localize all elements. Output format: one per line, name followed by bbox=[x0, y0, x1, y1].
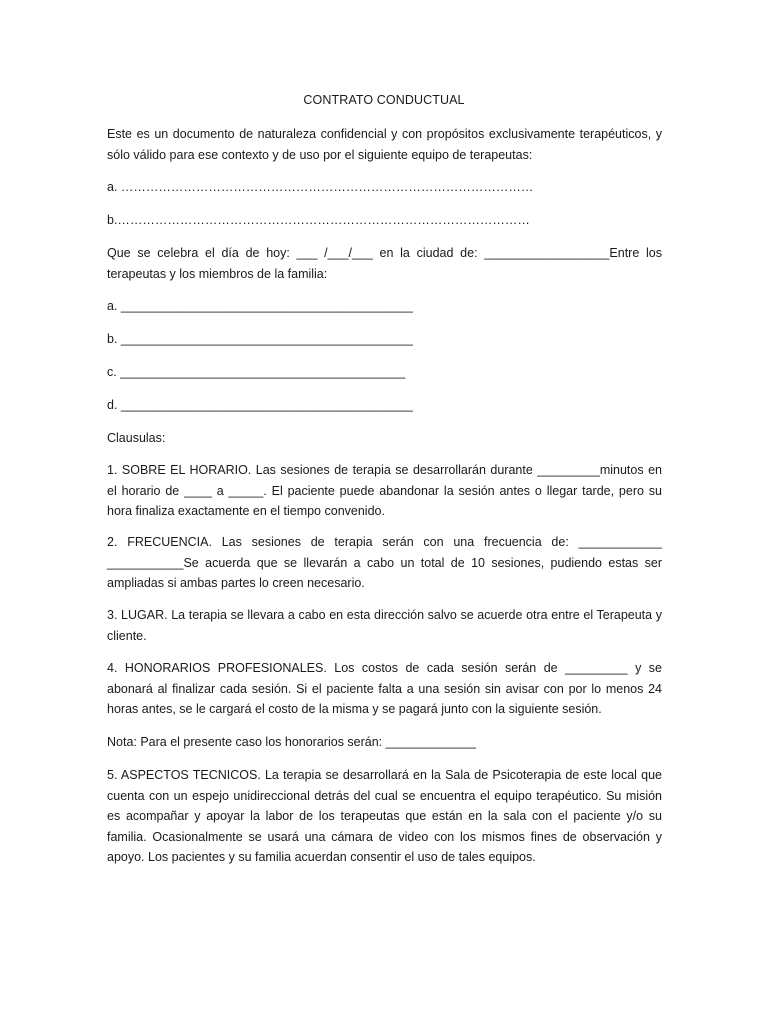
family-member-line-b: b. __________________________________________ bbox=[107, 332, 413, 346]
therapist-line-a: a. ……………………………………………………………………………………… bbox=[107, 180, 534, 194]
clause-place: 3. LUGAR. La terapia se llevara a cabo en esta dirección salvo se acuerde otra entre el Terapeuta y cliente. bbox=[107, 608, 662, 643]
therapist-line-b: b.……………………………………………………………………………………… bbox=[107, 213, 530, 227]
clause-fees: 4. HONORARIOS PROFESIONALES. Los costos de cada sesión serán de _________ y se abonará al finalizar cada sesión. Si el paciente falta a una sesión sin avisar con por lo menos 24 horas antes, se le cargará el costo de la misma y se pagará junto con la siguiente sesión. bbox=[107, 661, 662, 716]
family-member-line-c: c. _________________________________________ bbox=[107, 365, 406, 379]
clauses-heading: Clausulas: bbox=[107, 431, 166, 445]
clause-schedule: 1. SOBRE EL HORARIO. Las sesiones de terapia se desarrollarán durante _________minutos en el horario de ____ a _____. El paciente puede abandonar la sesión antes o llegar tarde, pero su hora finaliza exactamente en el tiempo convenido. bbox=[107, 463, 662, 518]
fees-note: Nota: Para el presente caso los honorarios serán: _____________ bbox=[107, 735, 477, 749]
intro-paragraph: Este es un documento de naturaleza confidencial y con propósitos exclusivamente terapéuticos, y sólo válido para ese contexto y de uso por el siguiente equipo de terapeutas: bbox=[107, 127, 662, 162]
clause-technical: 5. ASPECTOS TECNICOS. La terapia se desarrollará en la Sala de Psicoterapia de este local que cuenta con un espejo unidireccional detrás del cual se encuentra el equipo terapéutico. Su misión es acompañar y apoyar la labor de los terapeutas que están en la sala con el paciente y/o su familia. Ocasionalmente se usará una cámara de video con los mismos fines de observación y apoyo. Los pacientes y su familia acuerdan consentir el uso de tales equipos. bbox=[107, 768, 662, 864]
document-title: CONTRATO CONDUCTUAL bbox=[303, 93, 465, 107]
family-member-line-a: a. __________________________________________ bbox=[107, 299, 413, 313]
clause-frequency: 2. FRECUENCIA. Las sesiones de terapia serán con una frecuencia de: ____________ ___________Se acuerda que se llevarán a cabo un total de 10 sesiones, pudiendo estas ser ampliadas si ambas partes lo creen necesario. bbox=[107, 535, 662, 590]
celebration-paragraph: Que se celebra el día de hoy: ___ /___/___ en la ciudad de: __________________Entre los terapeutas y los miembros de la familia: bbox=[107, 246, 662, 281]
family-member-line-d: d. __________________________________________ bbox=[107, 398, 413, 412]
